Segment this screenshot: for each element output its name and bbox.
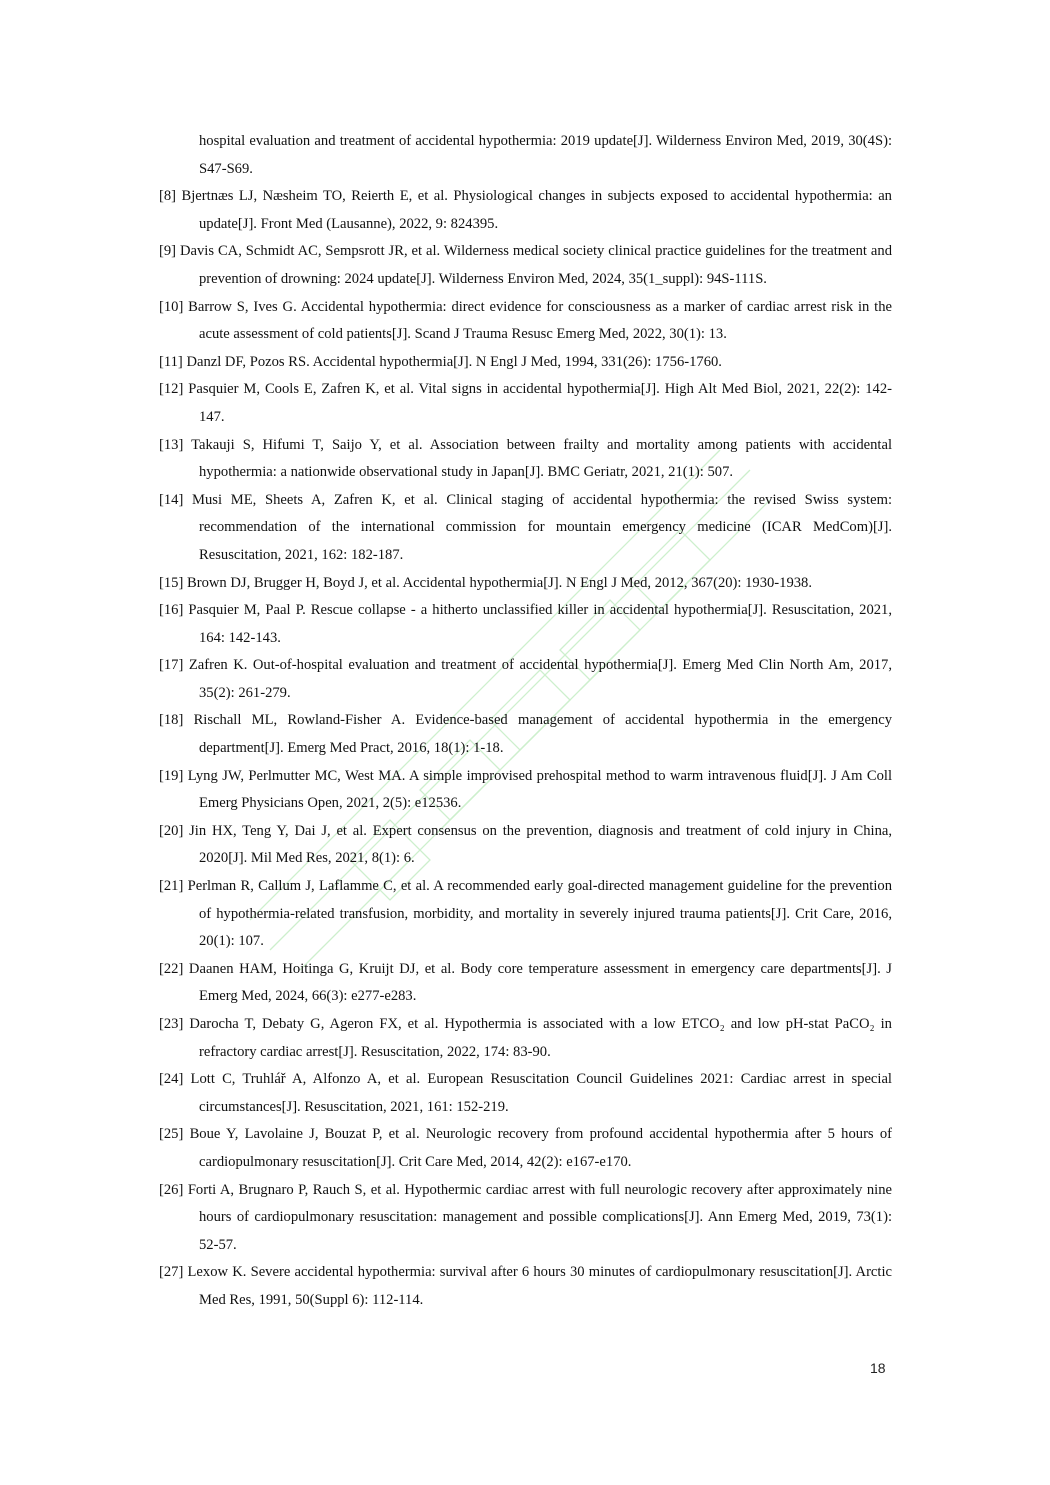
reference-item	[159, 818, 892, 873]
reference-text: Perlman R, Callum J, Laflamme C, et al. A recommended early goal-directed management guideline for the prevention of hypothermia-related transfusion, morbidity, and mortality in severely injured trauma patients[J]. Crit Care, 2016, 20(1): 107.	[187, 878, 892, 950]
reference-text: Rischall ML, Rowland-Fisher A. Evidence-based management of accidental hypothermia in the emergency department[J]. Emerg Med Pract, 2016, 18(1): 1-18.	[193, 712, 892, 757]
page-number: 18	[870, 1360, 886, 1376]
reference-text: Lott C, Truhlář A, Alfonzo A, et al. European Resuscitation Council Guidelines 2021: Cardiac arrest in special circumstances[J]. Resuscitation, 2021, 161: 152-219.	[190, 1071, 892, 1115]
reference-label: [20]	[159, 822, 184, 839]
reference-item	[159, 294, 892, 349]
reference-item	[159, 652, 892, 707]
reference-label: [9]	[159, 243, 177, 260]
reference-label: [18]	[159, 712, 184, 729]
reference-item	[159, 597, 892, 652]
reference-text: Bjertnæs LJ, Næsheim TO, Reierth E, et al. Physiological changes in subjects exposed to accidental hypothermia: an update[J]. Front Med (Lausanne), 2022, 9: 824395.	[181, 188, 892, 232]
reference-text: Darocha T, Debaty G, Ageron FX, et al. Hypothermia is associated with a low ETCO₂ and low pH-stat PaCO₂ in refractory cardiac arrest[J]. Resuscitation, 2022, 174: 83-90.	[189, 1016, 892, 1060]
reference-item	[159, 349, 892, 377]
reference-item	[159, 570, 892, 598]
reference-text: hospital evaluation and treatment of accidental hypothermia: 2019 update[J]. Wilderness Environ Med, 2019, 30(4S): S47-S69.	[199, 133, 892, 177]
reference-label: [25]	[159, 1126, 184, 1143]
reference-label: [19]	[159, 767, 184, 784]
reference-label: [23]	[159, 1016, 184, 1032]
reference-continuation	[159, 128, 892, 183]
reference-text: Brown DJ, Brugger H, Boyd J, et al. Accidental hypothermia[J]. N Engl J Med, 2012, 367(20): 1930-1938.	[186, 574, 812, 591]
reference-list	[159, 128, 892, 1315]
reference-item	[159, 763, 892, 818]
reference-text: Musi ME, Sheets A, Zafren K, et al. Clinical staging of accidental hypothermia: the revised Swiss system: recommendation of the international commission for mountain emergency medicine (ICAR MedCom)[J]. Resuscitation, 2021, 162: 182-187.	[192, 491, 892, 563]
reference-text: Pasquier M, Cools E, Zafren K, et al. Vital signs in accidental hypothermia[J]. High Alt Med Biol, 2021, 22(2): 142-147.	[188, 381, 892, 425]
reference-label: [8]	[159, 188, 177, 205]
reference-item	[159, 956, 892, 1011]
reference-text: Lyng JW, Perlmutter MC, West MA. A simple improvised prehospital method to warm intravenous fluid[J]. J Am Coll Emerg Physicians Open, 2021, 2(5): e12536.	[187, 767, 892, 812]
reference-text: Daanen HAM, Hoitinga G, Kruijt DJ, et al. Body core temperature assessment in emergency care departments[J]. J Emerg Med, 2024, 66(3): e277-e283.	[188, 960, 892, 1005]
reference-item	[159, 238, 892, 293]
reference-label: [24]	[159, 1071, 184, 1088]
reference-text: Forti A, Brugnaro P, Rauch S, et al. Hypothermic cardiac arrest with full neurologic recovery after approximately nine hours of cardiopulmonary resuscitation: management and possible complications[J]. Ann Emerg Med, 2019, 73(1): 52-57.	[187, 1181, 892, 1253]
reference-item	[159, 1177, 892, 1260]
reference-item	[159, 873, 892, 956]
reference-text: Danzl DF, Pozos RS. Accidental hypothermia[J]. N Engl J Med, 1994, 331(26): 1756-1760.	[186, 353, 722, 370]
reference-item	[159, 707, 892, 762]
reference-label: [14]	[159, 491, 184, 508]
reference-label: [11]	[159, 353, 183, 370]
reference-text: Pasquier M, Paal P. Rescue collapse - a hitherto unclassified killer in accidental hypothermia[J]. Resuscitation, 2021, 164: 142-143.	[188, 602, 892, 646]
reference-item	[159, 1011, 892, 1066]
reference-label: [10]	[159, 298, 184, 315]
reference-item	[159, 1121, 892, 1176]
reference-label: [17]	[159, 657, 184, 674]
reference-text: Boue Y, Lavolaine J, Bouzat P, et al. Neurologic recovery from profound accidental hypothermia after 5 hours of cardiopulmonary resuscitation[J]. Crit Care Med, 2014, 42(2): e167-e170.	[189, 1126, 892, 1170]
reference-text: Takauji S, Hifumi T, Saijo Y, et al. Association between frailty and mortality among patients with accidental hypothermia: a nationwide observational study in Japan[J]. BMC Geriatr, 2021, 21(1): 507.	[191, 436, 892, 481]
reference-label: [22]	[159, 960, 184, 977]
reference-item	[159, 376, 892, 431]
reference-text: Zafren K. Out-of-hospital evaluation and treatment of accidental hypothermia[J]. Emerg Med Clin North Am, 2017, 35(2): 261-279.	[188, 657, 892, 701]
reference-label: [12]	[159, 381, 184, 398]
reference-item	[159, 1066, 892, 1121]
reference-item	[159, 183, 892, 238]
reference-label: [27]	[159, 1264, 184, 1281]
reference-text: Lexow K. Severe accidental hypothermia: survival after 6 hours 30 minutes of cardiopulmonary resuscitation[J]. Arctic Med Res, 1991, 50(Suppl 6): 112-114.	[187, 1264, 892, 1308]
reference-item	[159, 432, 892, 487]
reference-label: [15]	[159, 574, 184, 591]
reference-label: [26]	[159, 1181, 184, 1198]
reference-item	[159, 1259, 892, 1314]
reference-label: [13]	[159, 436, 184, 453]
reference-text: Jin HX, Teng Y, Dai J, et al. Expert consensus on the prevention, diagnosis and treatment of cold injury in China, 2020[J]. Mil Med Res, 2021, 8(1): 6.	[189, 822, 892, 867]
reference-label: [21]	[159, 878, 184, 895]
reference-text: Davis CA, Schmidt AC, Sempsrott JR, et al. Wilderness medical society clinical practice guidelines for the treatment and prevention of drowning: 2024 update[J]. Wilderness Environ Med, 2024, 35(1_suppl): 94S-111S.	[179, 243, 892, 287]
reference-text: Barrow S, Ives G. Accidental hypothermia: direct evidence for consciousness as a marker of cardiac arrest risk in the acute assessment of cold patients[J]. Scand J Trauma Resusc Emerg Med, 2022, 30(1): 13.	[188, 298, 892, 343]
reference-item	[159, 487, 892, 570]
reference-label: [16]	[159, 602, 184, 619]
